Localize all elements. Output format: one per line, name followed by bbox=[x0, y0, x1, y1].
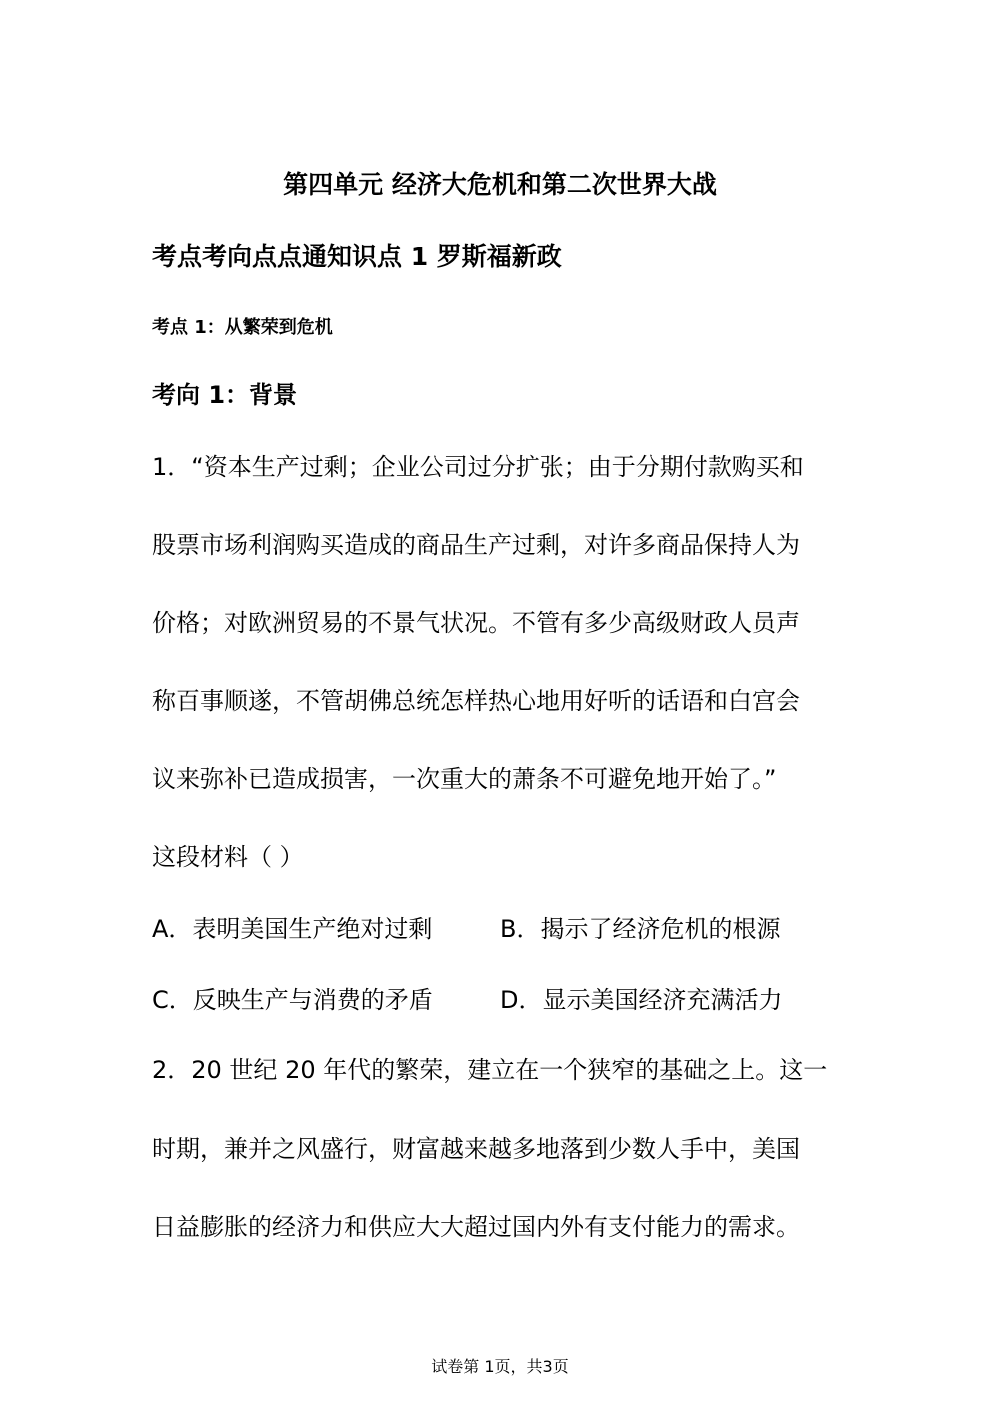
page-footer: 试卷第 1页，共3页 bbox=[431, 1357, 569, 1376]
section-heading: 考点考向点点通知识点 1 罗斯福新政 bbox=[152, 242, 562, 271]
unit-title: 第四单元 经济大危机和第二次世界大战 bbox=[283, 170, 717, 199]
q1-option-d: D．显示美国经济充满活力 bbox=[500, 986, 783, 1014]
q2-line-3: 日益膨胀的经济力和供应大大超过国内外有支付能力的需求。 bbox=[152, 1213, 800, 1241]
q1-line-2: 股票市场利润购买造成的商品生产过剩，对许多商品保持人为 bbox=[152, 531, 800, 559]
q1-line-3: 价格；对欧洲贸易的不景气状况。不管有多少高级财政人员声 bbox=[152, 609, 800, 637]
kaoxiang-heading: 考向 1：背景 bbox=[152, 381, 298, 409]
q1-option-a: A．表明美国生产绝对过剩 bbox=[152, 915, 433, 943]
q1-option-b: B．揭示了经济危机的根源 bbox=[500, 915, 781, 943]
q2-line-1: 2．20 世纪 20 年代的繁荣，建立在一个狭窄的基础之上。这一 bbox=[152, 1056, 828, 1084]
q1-line-4: 称百事顺遂，不管胡佛总统怎样热心地用好听的话语和白宫会 bbox=[152, 687, 800, 715]
q1-line-1: 1．“资本生产过剩；企业公司过分扩张；由于分期付款购买和 bbox=[152, 453, 804, 481]
q2-line-2: 时期，兼并之风盛行，财富越来越多地落到少数人手中，美国 bbox=[152, 1135, 800, 1163]
kaodian-heading: 考点 1：从繁荣到危机 bbox=[152, 317, 333, 338]
q1-option-c: C．反映生产与消费的矛盾 bbox=[152, 986, 433, 1014]
q1-line-6: 这段材料（ ） bbox=[152, 843, 304, 871]
q1-line-5: 议来弥补已造成损害，一次重大的萧条不可避免地开始了。” bbox=[152, 765, 777, 793]
